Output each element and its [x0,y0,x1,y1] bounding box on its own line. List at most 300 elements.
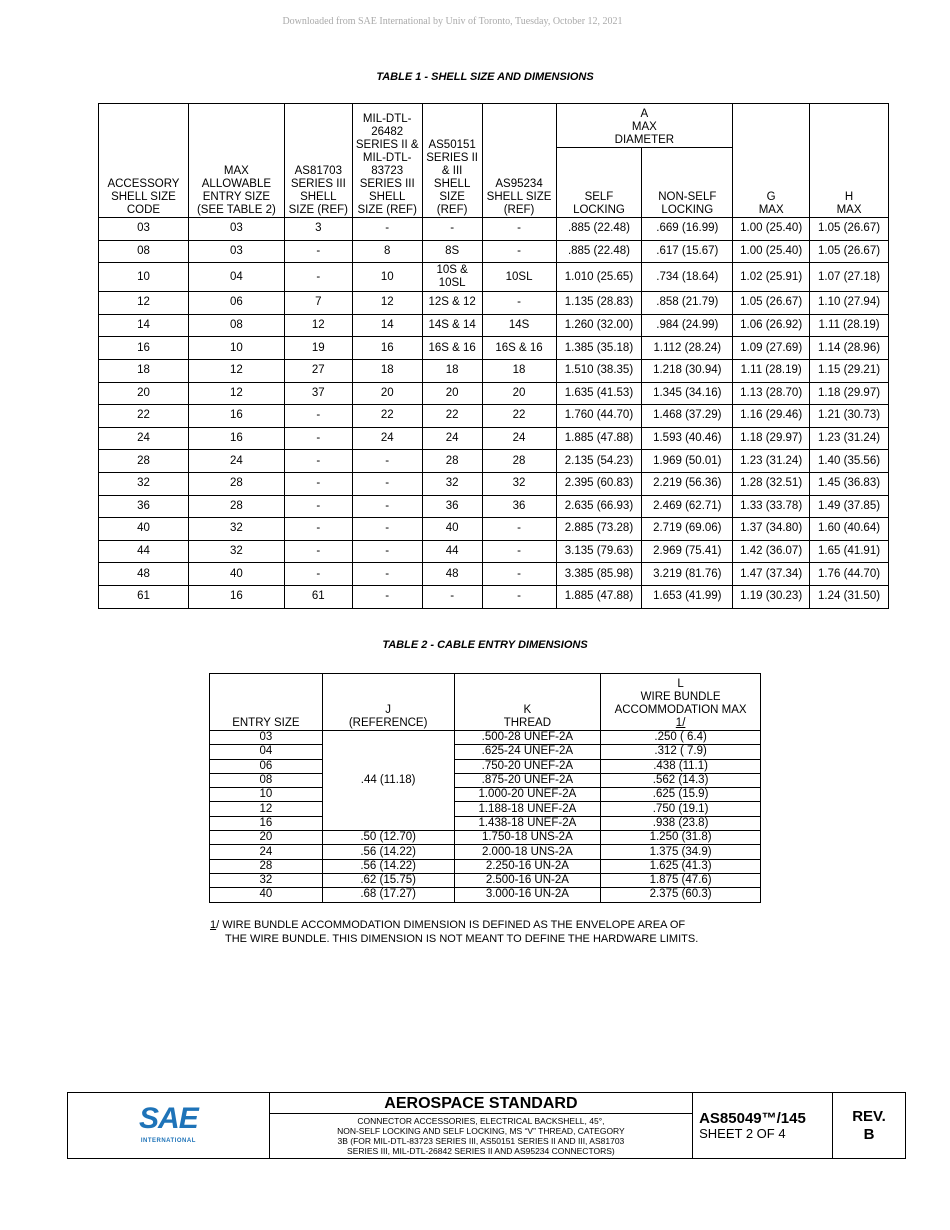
header-as50151 [422,104,482,218]
table-cell: - [352,585,422,608]
table-cell: 28 [422,450,482,473]
table-cell: 1.438-18 UNEF-2A [454,816,601,830]
sae-logo-mark: SAE [139,1101,198,1135]
table-cell: .56 (14.22) [322,859,454,873]
sae-logo [68,1093,270,1159]
table-cell: .562 (14.3) [601,773,761,787]
table-cell: 1.37 (34.80) [733,518,810,541]
table-cell: 10 [99,263,189,292]
table-row [99,240,889,263]
table-cell: 16 [188,427,284,450]
table-cell: 1.885 (47.88) [556,585,642,608]
table-cell: 1.60 (40.64) [810,518,889,541]
rev-label: REV. [852,1107,886,1125]
table-cell: 10 [210,788,323,802]
table-cell: - [284,263,352,292]
header-line: SHELL SIZE [486,191,552,203]
table-cell: 1.468 (37.29) [642,405,733,428]
table-cell: 08 [210,773,323,787]
table-cell: 3.219 (81.76) [642,563,733,586]
table-cell: 1.010 (25.65) [556,263,642,292]
table-cell: 32 [482,472,556,495]
table-cell: 1.345 (34.16) [642,382,733,405]
header-line: THREAD [503,717,551,729]
table-cell: 14S [482,314,556,337]
table-cell: 1.07 (27.18) [810,263,889,292]
table-cell: - [482,240,556,263]
table-row [210,759,761,773]
header-line: H [844,191,854,203]
table-row [99,472,889,495]
header-line: SIZE (REF) [288,204,349,216]
table-cell: - [482,563,556,586]
table-cell: 3 [284,218,352,241]
table-cell: - [482,518,556,541]
header-line: SIZE [439,191,465,203]
table-cell: 12S & 12 [422,292,482,315]
table2-title: TABLE 2 - CABLE ENTRY DIMENSIONS [382,639,588,651]
table-cell: 7 [284,292,352,315]
table-row [99,563,889,586]
table-cell: 10S & 10SL [422,263,482,292]
table-cell: .858 (21.79) [642,292,733,315]
table-cell: 04 [210,745,323,759]
table-cell: 1.09 (27.69) [733,337,810,360]
table-row [210,802,761,816]
table-cell: - [284,518,352,541]
sheet-number: SHEET 2 OF 4 [699,1125,786,1141]
table-cell: 1.969 (50.01) [642,450,733,473]
header-line: MIL-DTL- [362,152,412,164]
header-line: J [385,704,392,716]
table-cell: 16S & 16 [482,337,556,360]
rev-value: B [863,1125,875,1143]
header-line: (SEE TABLE 2) [196,204,276,216]
table-cell: - [352,450,422,473]
table-cell: 14 [352,314,422,337]
table-cell: 16 [352,337,422,360]
table-cell: 3.135 (79.63) [556,540,642,563]
table-cell: .62 (15.75) [322,873,454,887]
table-cell: - [482,292,556,315]
table-cell: 27 [284,359,352,382]
table-cell: 24 [99,427,189,450]
header-self-locking [556,148,642,218]
table-cell: 36 [482,495,556,518]
footnote-line-2: THE WIRE BUNDLE. THIS DIMENSION IS NOT MEANT TO DEFINE THE HARDWARE LIMITS. [225,933,699,945]
table-cell: 22 [352,405,422,428]
table-cell: - [422,585,482,608]
table-cell: 06 [188,292,284,315]
table-cell: 1.10 (27.94) [810,292,889,315]
table-cell: - [284,563,352,586]
table-cell: 28 [482,450,556,473]
table-row [210,831,761,845]
header-line: SHELL [433,178,471,190]
table-cell: - [284,540,352,563]
table-cell: 03 [210,731,323,745]
table-cell: 1.16 (29.46) [733,405,810,428]
table-cell: 16S & 16 [422,337,482,360]
table-cell: .885 (22.48) [556,218,642,241]
table-cell: 1.65 (41.91) [810,540,889,563]
header-max-entry-size [188,104,284,218]
header-line: SHELL [300,191,337,203]
table-cell: - [352,540,422,563]
table-row [210,731,761,745]
table-cell: 1.24 (31.50) [810,585,889,608]
table1-body [99,218,889,609]
table-cell: 1.05 (26.67) [733,292,810,315]
table-cell: 48 [422,563,482,586]
table-cell: - [284,427,352,450]
table-cell: 1.33 (33.78) [733,495,810,518]
table-cell: 1.42 (36.07) [733,540,810,563]
table-cell: 1.218 (30.94) [642,359,733,382]
table-cell: 24 [482,427,556,450]
header-line: SERIES III [359,178,415,190]
table-cell: 20 [352,382,422,405]
header-line: K [523,704,532,716]
header-line: LOCKING [661,204,714,216]
table-cell: .56 (14.22) [322,845,454,859]
table-cell: 2.719 (69.06) [642,518,733,541]
header-as95234 [482,104,556,218]
header-line: 26482 [371,126,404,138]
table-cell: 1.05 (26.67) [810,218,889,241]
table-cell: - [352,563,422,586]
table-cell: 1.375 (34.9) [601,845,761,859]
header-g-max [733,104,810,218]
table-row [99,382,889,405]
table-cell: 24 [210,845,323,859]
table-cell: 3.000-16 UN-2A [454,888,601,902]
table-cell: .669 (16.99) [642,218,733,241]
table-row [210,859,761,873]
table-row [99,450,889,473]
header-k-thread [454,674,601,731]
table-cell: 2.469 (62.71) [642,495,733,518]
table-cell: 1.11 (28.19) [810,314,889,337]
table-cell: 14S & 14 [422,314,482,337]
table-cell: 12 [284,314,352,337]
table-cell: - [352,218,422,241]
table1-title: TABLE 1 - SHELL SIZE AND DIMENSIONS [376,71,594,83]
table-cell: 2.395 (60.83) [556,472,642,495]
table-cell: .44 (11.18) [322,731,454,831]
table-cell: - [482,585,556,608]
table-cell: 1.510 (38.35) [556,359,642,382]
table-cell: 32 [422,472,482,495]
header-line: NON-SELF [658,191,717,203]
cable-entry-table [209,673,761,903]
table-cell: 40 [422,518,482,541]
table-cell: .750-20 UNEF-2A [454,759,601,773]
header-line: AS95234 [495,178,543,190]
table-cell: 1.23 (31.24) [733,450,810,473]
table-cell: .875-20 UNEF-2A [454,773,601,787]
table-cell: 44 [422,540,482,563]
table-cell: 1.875 (47.6) [601,873,761,887]
table-cell: 03 [99,218,189,241]
table-cell: - [352,495,422,518]
table-cell: 24 [422,427,482,450]
header-line: ACCESSORY [107,178,180,190]
table-cell: - [352,518,422,541]
table-cell: 2.219 (56.36) [642,472,733,495]
table-cell: 16 [188,585,284,608]
table-cell: 1.21 (30.73) [810,405,889,428]
header-line: MIL-DTL- [362,113,412,125]
table-cell: 1.45 (36.83) [810,472,889,495]
header-line: AS50151 [428,139,476,151]
shell-size-table [98,103,889,609]
table-row [99,337,889,360]
header-line: SERIES III, MIL-DTL-26842 SERIES II AND AS95234 CONNECTORS) [347,1146,615,1156]
table-cell: 1.385 (35.18) [556,337,642,360]
table-cell: 1.76 (44.70) [810,563,889,586]
table-cell: 48 [99,563,189,586]
header-line: A [640,108,649,120]
table-cell: .625 (15.9) [601,788,761,802]
table-cell: 16 [99,337,189,360]
table-row [210,816,761,830]
table-row [99,518,889,541]
table-cell: 06 [210,759,323,773]
header-line: LOCKING [573,204,625,216]
table-cell: 8S [422,240,482,263]
table-cell: 1.15 (29.21) [810,359,889,382]
table-cell: 03 [188,240,284,263]
table-cell: 22 [482,405,556,428]
table-cell: 19 [284,337,352,360]
table-cell: 22 [422,405,482,428]
header-line: L [677,678,684,690]
table-cell: 2.500-16 UN-2A [454,873,601,887]
table-cell: 1.188-18 UNEF-2A [454,802,601,816]
table-row [99,427,889,450]
table-row [99,292,889,315]
table-cell: - [482,540,556,563]
header-line: MAX [836,204,862,216]
table-cell: .312 ( 7.9) [601,745,761,759]
table-cell: 61 [284,585,352,608]
table-cell: .885 (22.48) [556,240,642,263]
table-cell: 1.28 (32.51) [733,472,810,495]
table-cell: 2.635 (66.93) [556,495,642,518]
header-line: (REF) [503,204,535,216]
header-line: 1/ [675,717,686,729]
table-cell: 1.00 (25.40) [733,240,810,263]
table-row [99,495,889,518]
title-block [67,1092,906,1159]
table-cell: .734 (18.64) [642,263,733,292]
table-cell: 32 [188,518,284,541]
table-row [210,745,761,759]
table-cell: 32 [188,540,284,563]
header-line: (REFERENCE) [348,717,428,729]
header-line: ENTRY SIZE [202,191,271,203]
table-cell: - [284,450,352,473]
header-line: MAX [631,121,657,133]
table-cell: 1.135 (28.83) [556,292,642,315]
header-line: ACCOMMODATION MAX [614,704,747,716]
table-cell: 08 [99,240,189,263]
table2-body [210,731,761,903]
table-row [99,405,889,428]
table-cell: 18 [99,359,189,382]
header-line: AS81703 [294,165,342,177]
header-j-reference [322,674,454,731]
table-cell: 40 [188,563,284,586]
header-line: SIZE (REF) [357,204,417,216]
table-cell: 20 [482,382,556,405]
table-cell: 18 [482,359,556,382]
table-cell: .68 (17.27) [322,888,454,902]
table-cell: .617 (15.67) [642,240,733,263]
table-cell: 1.06 (26.92) [733,314,810,337]
header-line: SELF [584,191,614,203]
table-cell: 1.49 (37.85) [810,495,889,518]
header-line: CONNECTOR ACCESSORIES, ELECTRICAL BACKSHELL, 45°, [357,1116,605,1126]
table-cell: 2.000-18 UNS-2A [454,845,601,859]
table-cell: 1.13 (28.70) [733,382,810,405]
table-cell: 10SL [482,263,556,292]
header-line: (REF) [436,204,468,216]
table-cell: 12 [188,359,284,382]
table-cell: .625-24 UNEF-2A [454,745,601,759]
table-cell: 1.23 (31.24) [810,427,889,450]
table-cell: 18 [422,359,482,382]
table-cell: 12 [188,382,284,405]
table-cell: - [284,405,352,428]
table-cell: 28 [210,859,323,873]
table-cell: 1.593 (40.46) [642,427,733,450]
header-line: SHELL [368,191,406,203]
table-cell: 1.885 (47.88) [556,427,642,450]
header-line: DIAMETER [614,134,675,146]
table-cell: .50 (12.70) [322,831,454,845]
table-cell: 1.18 (29.97) [810,382,889,405]
table-cell: 16 [210,816,323,830]
table-cell: 61 [99,585,189,608]
table-cell: 1.653 (41.99) [642,585,733,608]
table-cell: 10 [188,337,284,360]
header-mil-dtl [352,104,422,218]
header-line: CODE [126,204,161,216]
table-cell: 37 [284,382,352,405]
table-cell: 1.47 (37.34) [733,563,810,586]
header-h-max [810,104,889,218]
table-cell: 14 [99,314,189,337]
table-cell: 20 [210,831,323,845]
revision-cell [833,1093,906,1159]
table-cell: 44 [99,540,189,563]
table-cell: 03 [188,218,284,241]
header-line: G [766,191,776,203]
table-cell: 20 [422,382,482,405]
table-cell: 40 [210,888,323,902]
table-cell: 12 [210,802,323,816]
table-cell: 2.969 (75.41) [642,540,733,563]
table-cell: 40 [99,518,189,541]
table-cell: 28 [188,495,284,518]
header-line: SHELL SIZE [111,191,176,203]
table-cell: 2.885 (73.28) [556,518,642,541]
table-cell: - [284,240,352,263]
table-cell: 1.40 (35.56) [810,450,889,473]
header-entry-size [210,674,323,731]
table-cell: 24 [352,427,422,450]
table-cell: - [482,218,556,241]
header-line: MAX [758,204,784,216]
table-row [210,788,761,802]
table-cell: 16 [188,405,284,428]
table-cell: 1.14 (28.96) [810,337,889,360]
table-row [99,585,889,608]
header-line: & III [441,165,463,177]
table-cell: 8 [352,240,422,263]
table-cell: 1.11 (28.19) [733,359,810,382]
table-cell: 1.760 (44.70) [556,405,642,428]
table-cell: 12 [99,292,189,315]
table-cell: 04 [188,263,284,292]
table-row [210,873,761,887]
table-cell: 2.375 (60.3) [601,888,761,902]
table-cell: .438 (11.1) [601,759,761,773]
header-accessory-shell-size-code [99,104,189,218]
table-row [210,773,761,787]
standard-description [269,1114,692,1159]
header-line: WIRE BUNDLE [640,691,721,703]
table-row [210,888,761,902]
table-cell: .250 ( 6.4) [601,731,761,745]
table-cell: - [352,472,422,495]
header-l-wire-bundle [601,674,761,731]
table-cell: 10 [352,263,422,292]
table-cell: 18 [352,359,422,382]
table-cell: 36 [99,495,189,518]
table-cell: 1.750-18 UNS-2A [454,831,601,845]
download-watermark: Downloaded from SAE International by Univ of Toronto, Tuesday, October 12, 2021 [282,16,623,27]
table-row [99,314,889,337]
table-cell: 1.635 (41.53) [556,382,642,405]
table-cell: 1.18 (29.97) [733,427,810,450]
table-cell: .938 (23.8) [601,816,761,830]
table-row [99,359,889,382]
header-line: MAX [223,165,249,177]
table-cell: 2.135 (54.23) [556,450,642,473]
table-cell: 1.19 (30.23) [733,585,810,608]
footnote-ref: 1 [210,919,217,931]
wire-bundle-footnote [210,918,698,946]
table-cell: 1.112 (28.24) [642,337,733,360]
table-cell: - [284,472,352,495]
table-cell: .750 (19.1) [601,802,761,816]
table-cell: 3.385 (85.98) [556,563,642,586]
table-cell: 22 [99,405,189,428]
table-cell: 32 [99,472,189,495]
header-line: SERIES III [290,178,346,190]
table-cell: 20 [99,382,189,405]
table-cell: 1.250 (31.8) [601,831,761,845]
header-non-self-locking [642,148,733,218]
table-cell: 24 [188,450,284,473]
table-cell: 1.000-20 UNEF-2A [454,788,601,802]
table-row [210,845,761,859]
table-cell: 1.00 (25.40) [733,218,810,241]
table-cell: - [422,218,482,241]
